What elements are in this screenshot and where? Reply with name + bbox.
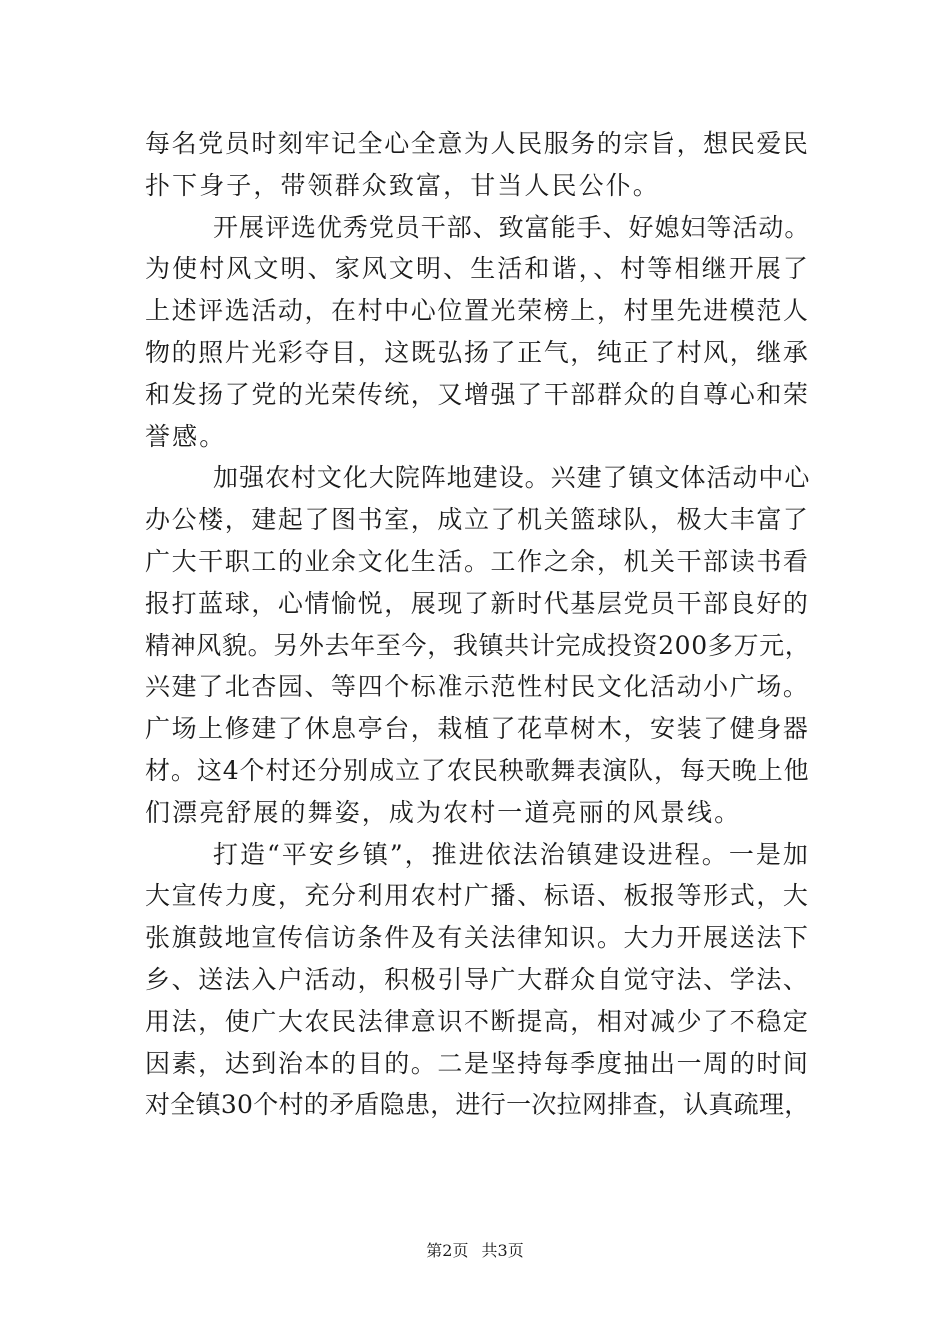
text-line: 誉感。 — [145, 421, 227, 451]
page-total: 共3页 — [481, 1241, 524, 1260]
text-line: 广场上修建了休息亭台，栽植了花草树木，安装了健身器 — [145, 714, 810, 744]
text-line: 精神风貌。另外去年至今，我镇共计完成投资200多万元， — [145, 630, 811, 660]
page-footer — [0, 1241, 950, 1261]
text-line: 物的照片光彩夺目，这既弘扬了正气，纯正了村风，继承 — [145, 337, 810, 367]
text-line: 扑下身子，带领群众致富，甘当人民公仆。 — [145, 170, 660, 200]
text-line: 乡、送法入户活动，积极引导广大群众自觉守法、学法、 — [145, 964, 810, 994]
text-line: 办公楼，建起了图书室，成立了机关篮球队，极大丰富了 — [145, 505, 810, 535]
text-line: 为使村风文明、家风文明、生活和谐，、村等相继开展了 — [145, 254, 811, 284]
text-line: 张旗鼓地宣传信访条件及有关法律知识。大力开展送法下 — [145, 923, 810, 953]
text-line: 开展评选优秀党员干部、致富能手、好媳妇等活动。 — [213, 212, 811, 242]
text-line: 报打蓝球，心情愉悦，展现了新时代基层党员干部良好的 — [145, 588, 810, 618]
text-line: 大宣传力度，充分利用农村广播、标语、板报等形式，大 — [145, 881, 810, 911]
text-line: 加强农村文化大院阵地建设。兴建了镇文体活动中心 — [213, 463, 811, 493]
document-body — [145, 123, 810, 1126]
text-line: 们漂亮舒展的舞姿，成为农村一道亮丽的风景线。 — [145, 797, 742, 827]
text-line: 上述评选活动，在村中心位置光荣榜上，村里先进模范人 — [145, 296, 810, 326]
text-line: 用法，使广大农民法律意识不断提高，相对减少了不稳定 — [145, 1006, 810, 1036]
text-line: 打造“平安乡镇”，推进依法治镇建设进程。一是加 — [213, 839, 810, 869]
text-line: 对全镇30个村的矛盾隐患，进行一次拉网排查，认真疏理， — [145, 1090, 810, 1120]
text-line: 因素，达到治本的目的。二是坚持每季度抽出一周的时间 — [145, 1048, 810, 1078]
text-line: 材。这4个村还分别成立了农民秧歌舞表演队，每天晚上他 — [145, 755, 810, 785]
text-line: 和发扬了党的光荣传统，又增强了干部群众的自尊心和荣 — [145, 379, 810, 409]
page-number: 第2页 — [426, 1241, 469, 1260]
text-line: 广大干职工的业余文化生活。工作之余，机关干部读书看 — [145, 546, 810, 576]
text-line: 兴建了北杏园、等四个标准示范性村民文化活动小广场。 — [145, 672, 810, 702]
text-line: 每名党员时刻牢记全心全意为人民服务的宗旨，想民爱民 — [145, 129, 810, 158]
